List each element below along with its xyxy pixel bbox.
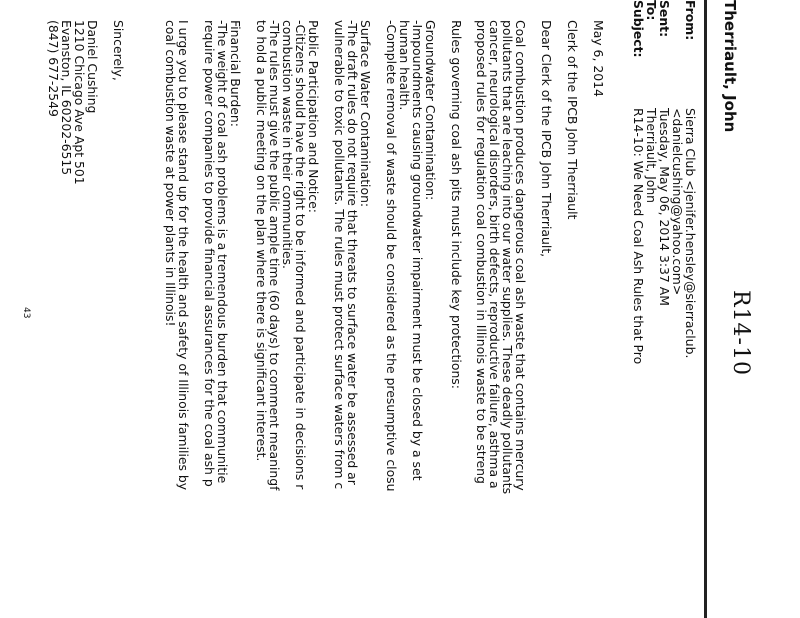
signature-line: Daniel Cushing — [85, 20, 100, 114]
signature-line: Evanston, IL 60202-6515 — [59, 20, 74, 176]
sent-label: Sent: — [657, 0, 672, 38]
page-number: 43 — [21, 307, 31, 319]
to-value: Therriault, John — [644, 108, 659, 204]
to-label: To: — [644, 0, 659, 21]
section-line: -The weight of coal ash problems is a tremendous burden that communitie — [215, 20, 230, 484]
section-heading: Surface Water Contamination: — [358, 20, 373, 208]
letter-recipient: Clerk of the IPCB John Therriault — [565, 20, 580, 220]
intro-line: Coal combustion produces dangerous coal ash waste that contains mercury — [513, 20, 528, 491]
subject-label: Subject: — [631, 0, 646, 58]
from-value-line1: Sierra Club <jenifer.hensley@sierraclub. — [683, 108, 698, 359]
section-line: combustion waste in their communities. — [280, 20, 295, 269]
intro-line: pollutants that are leaching into our water supplies. These deadly pollutants — [500, 20, 515, 495]
protections-line: Rules governing coal ash pits must include key protections: — [449, 20, 464, 389]
section-line: -The draft rules do not require that threats to surface water be assessed ar — [345, 20, 360, 485]
case-number: R14-10 — [728, 290, 753, 376]
signature-line: 1210 Chicago Ave Apt 501 — [72, 20, 87, 185]
section-line: require power companies to provide financial assurances for the coal ash p — [202, 20, 217, 487]
sent-value: Tuesday, May 06, 2014 3:37 AM — [657, 108, 672, 306]
from-value-line2: <danielcushing@yahoo.com> — [670, 108, 685, 296]
signature-line: (847) 677-2549 — [46, 20, 61, 117]
letter-salutation: Dear Clerk of the IPCB John Therriault, — [539, 20, 554, 258]
letter-date: May 6, 2014 — [591, 20, 606, 97]
closing-line: I urge you to please stand up for the health and safety of Illinois families by — [176, 20, 191, 491]
section-heading: Public Participation and Notice: — [306, 20, 321, 213]
section-line: -Impoundments causing groundwater impairment must be closed by a set — [410, 20, 425, 481]
signoff: Sincerely, — [111, 20, 126, 81]
section-line: -The rules must give the public ample time (60 days) to comment meaningf — [267, 20, 282, 491]
closing-line: coal combustion waste at power plants in Illinois! — [163, 20, 178, 327]
section-line: vulnerable to toxic pollutants. The rules must protect surface waters from c — [332, 20, 347, 490]
intro-line: cancer, neurological disorders, birth defects, reproductive failure, asthma a — [487, 20, 502, 489]
intro-line: proposed rules for regulation coal combustion in Illinois waste to be streng — [474, 20, 489, 484]
section-line: -Citizens should have the right to be informed and participate in decisions r — [293, 20, 308, 490]
sender-name-heading: Therriault, John — [721, 0, 739, 133]
section-line: human health. — [397, 20, 412, 111]
header-divider — [704, 0, 707, 618]
section-line: to hold a public meeting on the plan where there is significant interest. — [254, 20, 269, 462]
section-heading: Groundwater Contamination: — [423, 20, 438, 201]
from-label: From: — [683, 0, 698, 41]
section-heading: Financial Burden: — [228, 20, 243, 127]
subject-value: R14-10: We Need Coal Ash Rules that Pro — [631, 108, 646, 365]
section-line: -Complete removal of waste should be considered as the presumptive closu — [384, 20, 399, 492]
